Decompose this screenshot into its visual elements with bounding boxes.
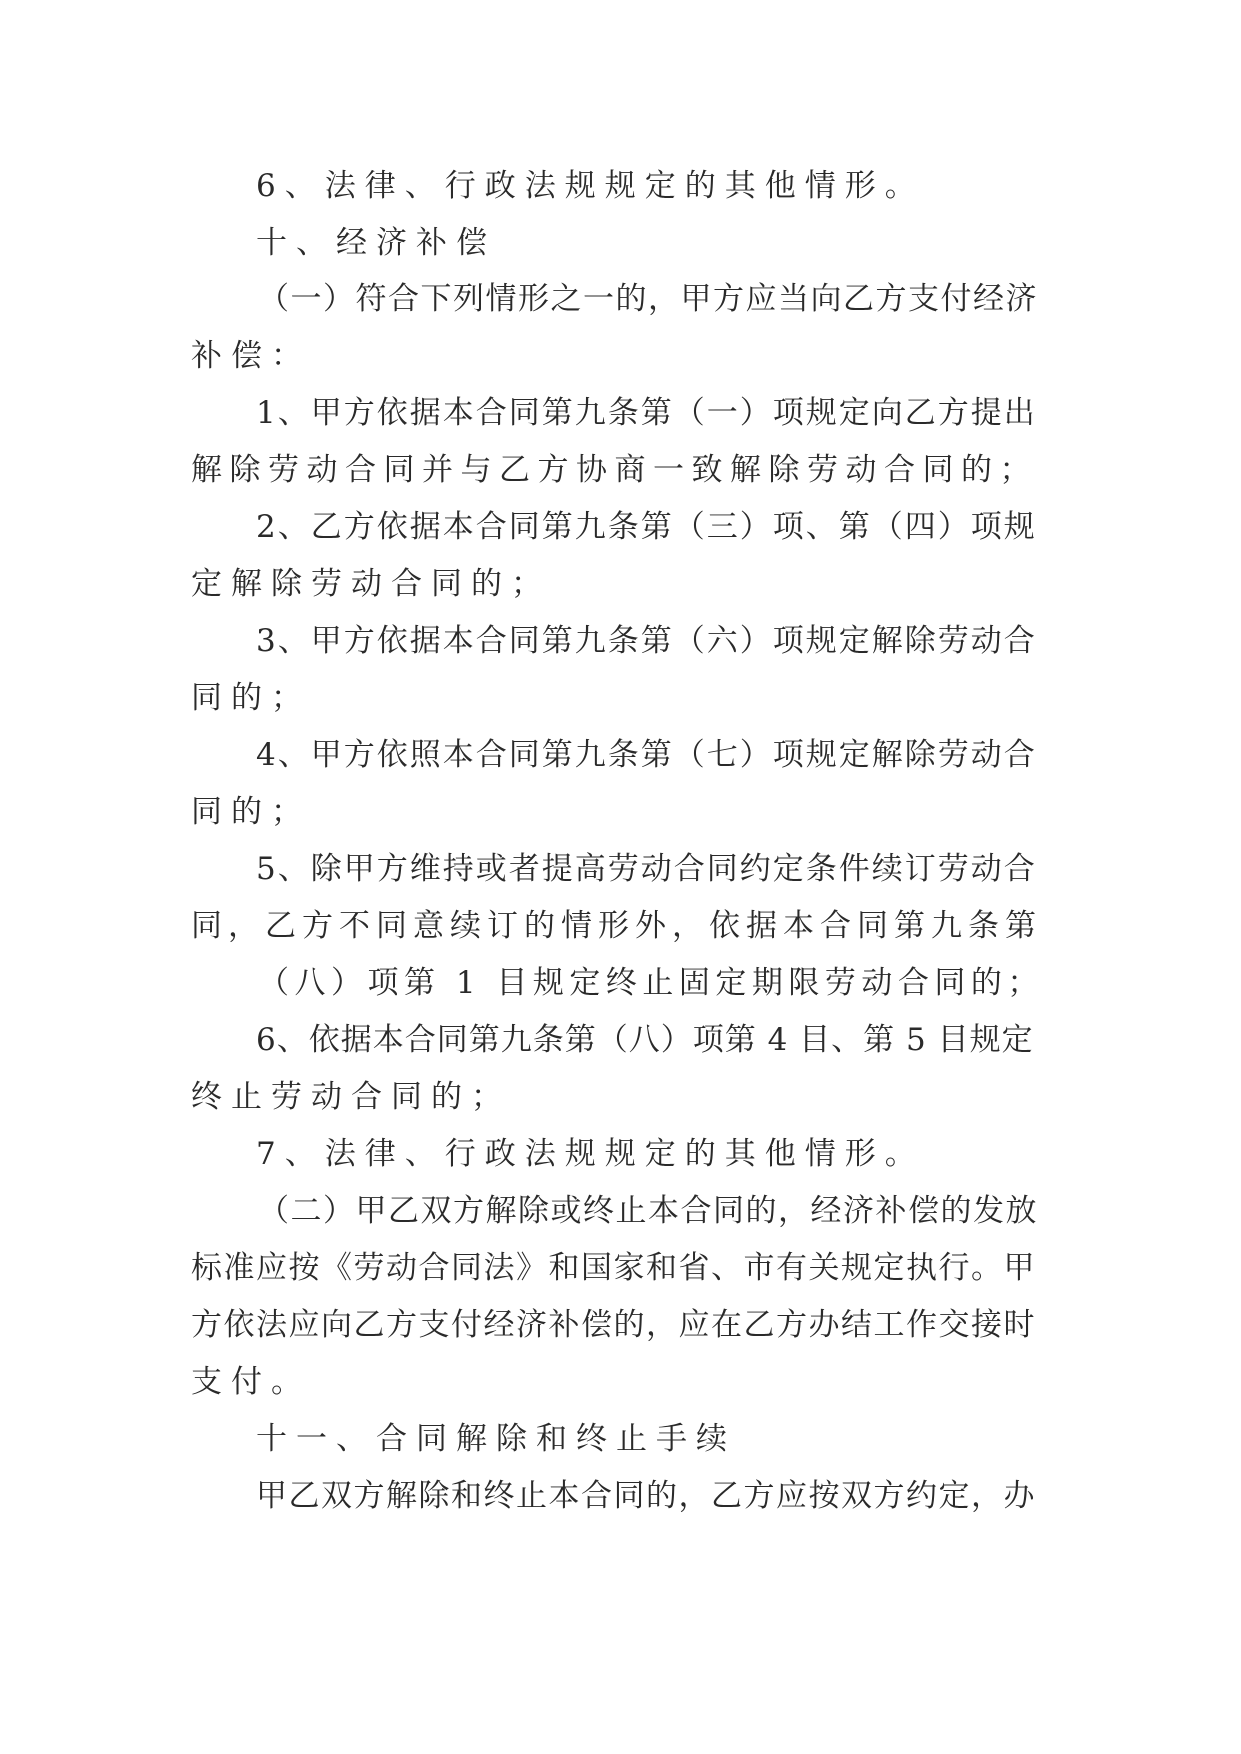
text-line: 2、乙方依据本合同第九条第（三）项、第（四）项规 <box>256 509 1037 545</box>
text-line: 3、甲方依据本合同第九条第（六）项规定解除劳动合 <box>256 623 1037 659</box>
text-line: 补偿： <box>191 338 311 374</box>
text-line: 7、法律、行政法规规定的其他情形。 <box>256 1136 925 1172</box>
text-line: （八）项第 1 目规定终止固定期限劳动合同的； <box>258 965 1044 1001</box>
text-line: 终止劳动合同的； <box>191 1079 511 1115</box>
text-line: 标准应按《劳动合同法》和国家和省、市有关规定执行。甲 <box>191 1250 1036 1286</box>
section-heading: 十、经济补偿 <box>256 225 496 261</box>
text-line: 6、依据本合同第九条第（八）项第 4 目、第 5 目规定 <box>256 1022 1034 1058</box>
text-line: 同，乙方不同意续订的情形外，依据本合同第九条第 <box>191 908 1042 944</box>
text-line: 方依法应向乙方支付经济补偿的，应在乙方办结工作交接时 <box>191 1307 1036 1343</box>
text-line: 支付。 <box>191 1364 311 1400</box>
text-line: 4、甲方依照本合同第九条第（七）项规定解除劳动合 <box>256 737 1037 773</box>
text-line: 同的； <box>191 794 311 830</box>
text-line: 定解除劳动合同的； <box>191 566 551 602</box>
text-line: 解除劳动合同并与乙方协商一致解除劳动合同的； <box>191 452 1038 488</box>
text-line: 同的； <box>191 680 311 716</box>
text-line: 甲乙双方解除和终止本合同的，乙方应按双方约定，办 <box>256 1478 1036 1514</box>
text-line: 6、法律、行政法规规定的其他情形。 <box>256 168 925 204</box>
text-line: 1、甲方依据本合同第九条第（一）项规定向乙方提出 <box>256 395 1037 431</box>
text-line: （一）符合下列情形之一的，甲方应当向乙方支付经济 <box>258 281 1038 317</box>
text-line: （二）甲乙双方解除或终止本合同的，经济补偿的发放 <box>258 1193 1038 1229</box>
section-heading: 十一、合同解除和终止手续 <box>256 1421 736 1457</box>
text-line: 5、除甲方维持或者提高劳动合同约定条件续订劳动合 <box>256 851 1037 887</box>
